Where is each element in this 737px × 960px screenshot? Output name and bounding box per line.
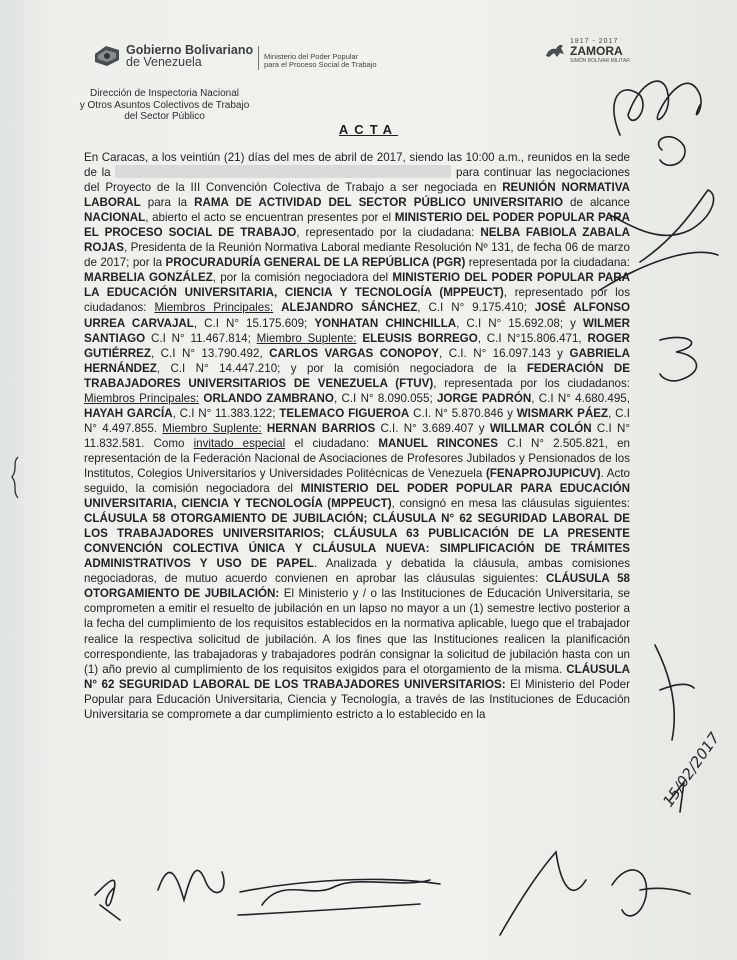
header-divider xyxy=(258,46,259,70)
body-paragraph: En Caracas, a los veintiún (21) días del mes de abril de 2017, siendo las 10:00 a.m., reunidos en la sede de la para continuar las negociaciones del Proyecto de la III Convención Colectiva de Trabajo a ser negociada en REUNIÓN NORMATIVA LABORAL para la RAMA DE ACTIVIDAD DEL SECTOR PÚBLICO UNIVERSITARIO de alcance NACIONAL, abierto el acto se encuentran presentes por el MINISTERIO DEL PODER POPULAR PARA EL PROCESO SOCIAL DE TRABAJO, representado por la ciudadana: NELBA FABIOLA ZABALA ROJAS, Presidenta de la Reunión Normativa Laboral mediante Resolución Nº 131, de fecha 06 de marzo de 2017; por la PROCURADURÍA GENERAL DE LA REPÚBLICA (PGR) representada por la ciudadana: MARBELIA GONZÁLEZ, por la comisión negociadora del MINISTERIO DEL PODER POPULAR PARA LA EDUCACIÓN UNIVERSITARIA, CIENCIA Y TECNOLOGÍA (MPPEUCT), representado por los ciudadanos: Miembros Principales: ALEJANDRO SÁNCHEZ, C.I N° 9.175.410; JOSÉ ALFONSO URREA CARVAJAL, C.I N° 15.175.609; YONHATAN CHINCHILLA, C.I N° 15.692.08; y WILMER SANTIAGO C.I N° 11.467.814; Miembro Suplente: ELEUSIS BORREGO, C.I N°15.806.471, ROGER GUTIÉRREZ, C.I N° 13.790.492, CARLOS VARGAS CONOPOY, C.I. N° 16.097.143 y GABRIELA HERNÁNDEZ, C.I N° 14.447.210; y por la comisión negociadora de la FEDERACIÓN DE TRABAJADORES UNIVERSITARIOS DE VENEZUELA (FTUV), representada por los ciudadanos: Miembros Principales: ORLANDO ZAMBRANO, C.I N° 8.090.055; JORGE PADRÓN, C.I N° 4.680.495, HAYAH GARCÍA, C.I N° 11.383.122; TELEMACO FIGUEROA C.I. N° 5.870.846 y WISMARK PÁEZ, C.I N° 4.497.855. Miembro Suplente: HERNAN BARRIOS C.I. N° 3.689.407 y WILLMAR COLÓN C.I N° 11.832.581. Como invitado especial el ciudadano: MANUEL RINCONES C.I N° 2.505.821, en representación de la Federación Nacional de Asociaciones de Profesores Jubilados y Pensionados de los Institutos, Colegios Universitarios y Universidades Politécnicas de Venezuela (FENAPROJUPICUV). Acto seguido, la comisión negociadora del MINISTERIO DEL PODER POPULAR PARA EDUCACIÓN UNIVERSITARIA, CIENCIA Y TECNOLOGÍA (MPPEUCT), consignó en mesa las cláusulas siguientes: CLÁUSULA 58 OTORGAMIENTO DE JUBILACIÓN; CLÁUSULA N° 62 SEGURIDAD LABORAL DE LOS TRABAJADORES UNIVERSITARIOS; CLÁUSULA 63 PUBLICACIÓN DE LA PRESENTE CONVENCIÓN COLECTIVA ÚNICA Y CLÁUSULA NUEVA: SIMPLIFICACIÓN DE TRÁMITES ADMINISTRATIVOS Y USO DE PAPEL. Analizada y debatida la cláusula, ambas comisiones negociadoras, de mutuo acuerdo convienen en aprobar las cláusulas siguientes: CLÁUSULA 58 OTORGAMIENTO DE JUBILACIÓN: El Ministerio y / o las Instituciones de Educación Universitaria, se comprometen a emitir el resuelto de jubilación en un lapso no mayor a un (1) semestre lectivo posterior a la fecha del cumplimiento de los requisitos establecidos en la normativa aplicable, luego que el trabajador realice la respectiva solicitud de jubilación. A los fines que las Instituciones realicen la planificación correspondiente, las trabajadoras y trabajadores podrán consignar la solicitud de jubilación hasta con un (1) año previo al cumplimiento de los requisitos exigidos para el otorgamiento de la misma. CLÁUSULA N° 62 SEGURIDAD LABORAL DE LOS TRABAJADORES UNIVERSITARIOS: El Ministerio del Poder Popular para Educación Universitaria, Ciencia y Tecnología, a través de las Instituciones de Educación Universitaria se compromete a dar cumplimiento estricto a lo establecido en la xyxy=(84,151,631,721)
department-name: Dirección de Inspectoria Nacional y Otros Asuntos Colectivos de Trabajo del Sector Público xyxy=(79,88,250,122)
document-body xyxy=(84,150,630,722)
ministry-name: Ministerio del Poder Popular para el Proceso Social de Trabajo xyxy=(264,52,377,69)
government-name: Gobierno Bolivariano de Venezuela xyxy=(126,43,254,69)
venezuela-coat-of-arms-icon xyxy=(92,40,122,70)
redacted-area xyxy=(115,165,451,178)
horse-rider-icon xyxy=(544,40,566,60)
document-title: ACTA xyxy=(338,122,399,137)
zamora-subtitle: SIMÓN BOLÍVAR MILITAR xyxy=(570,58,630,64)
zamora-years: 1817 - 2017 xyxy=(570,38,619,45)
handwritten-date: 15/02/2017 xyxy=(659,729,724,811)
zamora-name: ZAMORA xyxy=(570,44,623,58)
margin-bracket-mark xyxy=(8,455,22,500)
